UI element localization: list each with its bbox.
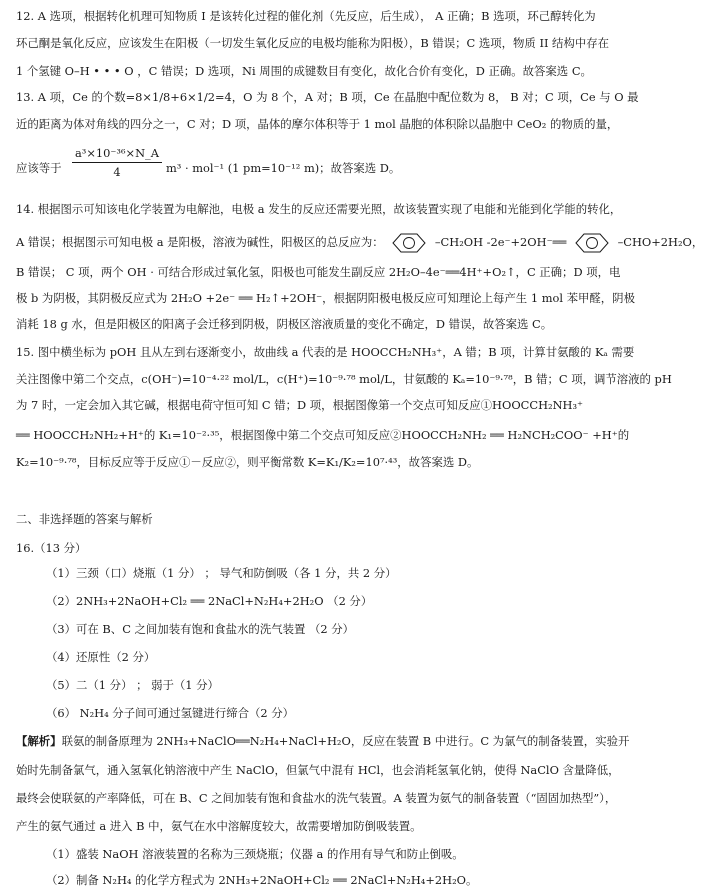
q14-line-2-text: A 错误；根据图示可知电极 a 是阳极，溶液为碱性，阳极区的总反应为： bbox=[16, 235, 384, 249]
analysis-text: 联氨的制备原理为 2NH₃+NaClO══N₂H₄+NaCl+H₂O，反应在装置 B 中进行。C 为氯气的制备装置，实验开 bbox=[61, 734, 630, 748]
q13-line-2: 近的距离为体对角线的四分之一，C 对；D 项，晶体的摩尔体积等于 1 mol 晶胞的体积除以晶胞中 CeO₂ 的物质的量， bbox=[16, 117, 619, 131]
benzene-ring-icon bbox=[387, 232, 431, 254]
q15-line-2: 关注图像中第二个交点，c(OH⁻)=10⁻⁴·²² mol/L，c(H⁺)=10⁻⁹·⁷⁸ mol/L，甘氨酸的 Kₐ=10⁻⁹·⁷⁸，B 错；C 项，调节溶液的 pH bbox=[16, 372, 672, 386]
q12-line-2: 环己酮是氧化反应，应该发生在阳极（一切发生氧化反应的电极均能称为阳极），B 错误；C 选项，物质 II 结构中存在 bbox=[16, 36, 610, 50]
section-title: 二、非选择题的答案与解析 bbox=[16, 512, 153, 526]
q16-answer-3: （3）可在 B、C 之间加装有饱和食盐水的洗气装置 （2 分） bbox=[46, 622, 355, 636]
analysis-label: 【解析】 bbox=[16, 734, 62, 748]
q16-answer-4: （4）还原性（2 分） bbox=[46, 650, 156, 664]
q13-line-3-suffix: m³ · mol⁻¹ (1 pm=10⁻¹² m)；故答案选 D。 bbox=[166, 161, 401, 175]
q14-line-4: 极 b 为阴极，其阴极反应式为 2H₂O +2e⁻ ══ H₂↑+2OH⁻，根据阴阳极电极反应可知理论上每产生 1 mol 苯甲醛，阴极 bbox=[16, 291, 635, 305]
q12-line-1: 12. A 选项，根据转化机理可知物质 I 是该转化过程的催化剂（先反应，后生成）， A 正确；B 选项，环己醇转化为 bbox=[16, 9, 596, 23]
anode-product-text: –CHO+2H₂O， bbox=[617, 235, 703, 249]
anode-reaction-text: –CH₂OH -2e⁻+2OH⁻══ bbox=[434, 235, 567, 249]
q16-answer-2: （2）2NH₃+2NaOH+Cl₂ ══ 2NaCl+N₂H₄+2H₂O （2 分） bbox=[46, 594, 373, 608]
q15-line-3: 为 7 时，一定会加入其它碱，根据电荷守恒可知 C 错；D 项，根据图像第一个交点可知反应①HOOCCH₂NH₃⁺ bbox=[16, 398, 584, 412]
analysis-line-2: 始时先制备氯气，通入氢氧化钠溶液中产生 NaClO，但氯气中混有 HCl，也会消耗氢氧化钠，使得 NaClO 含量降低， bbox=[16, 763, 620, 777]
molar-volume-fraction bbox=[72, 146, 162, 179]
analysis-line-3: 最终会使联氨的产率降低，可在 B、C 之间加装有饱和食盐水的洗气装置。A 装置为氨气的制备装置（“固固加热型”）， bbox=[16, 791, 617, 805]
q16-heading: 16.（13 分） bbox=[16, 541, 87, 555]
q15-line-5: K₂=10⁻⁹·⁷⁸，目标反应等于反应①－反应②，则平衡常数 K=K₁/K₂=10⁷·⁴³，故答案选 D。 bbox=[16, 455, 479, 469]
q13-line-3-prefix: 应该等于 bbox=[16, 161, 62, 175]
q16-answer-5: （5）二（1 分） ； 弱于（1 分） bbox=[46, 678, 219, 692]
q15-line-1: 15. 图中横坐标为 pOH 且从左到右逐渐变小，故曲线 a 代表的是 HOOCCH₂NH₃⁺，A 错；B 项，计算甘氨酸的 Kₐ 需要 bbox=[16, 345, 635, 359]
benzene-ring-icon bbox=[570, 232, 614, 254]
q16-answer-6: （6） N₂H₄ 分子间可通过氢键进行缔合（2 分） bbox=[46, 706, 295, 720]
q14-line-1: 14. 根据图示可知该电化学装置为电解池，电极 a 发生的反应还需要光照，故该装置实现了电能和光能到化学能的转化， bbox=[16, 202, 622, 216]
q12-line-3: 1 个氢键 O–H • • • O ，C 错误；D 选项，Ni 周围的成键数目有变化，故化合价有变化，D 正确。故答案选 C。 bbox=[16, 64, 592, 78]
fraction-numerator: a³×10⁻³⁶×N_A bbox=[75, 146, 159, 160]
fraction-denominator: 4 bbox=[113, 165, 121, 179]
q14-line-3: B 错误； C 项，两个 OH · 可结合形成过氧化氢，阳极也可能发生副反应 2H₂O–4e⁻══4H⁺+O₂↑，C 正确；D 项，电 bbox=[16, 265, 621, 279]
analysis-line-1 bbox=[16, 734, 678, 748]
q14-line-2 bbox=[16, 232, 703, 254]
analysis-line-4: 产生的氨气通过 a 进入 B 中，氨气在水中溶解度较大，故需要增加防倒吸装置。 bbox=[16, 819, 422, 833]
analysis-line-6: （2）制备 N₂H₄ 的化学方程式为 2NH₃+2NaOH+Cl₂ ══ 2NaCl+N₂H₄+2H₂O。 bbox=[46, 873, 478, 887]
q13-line-1: 13. A 项，Ce 的个数=8×1/8+6×1/2=4，O 为 8 个，A 对；B 项，Ce 在晶胞中配位数为 8， B 对；C 项，Ce 与 O 最 bbox=[16, 90, 639, 104]
q14-line-5: 消耗 18 g 水，但是阳极区的阳离子会迁移到阴极，阴极区溶液质量的变化不确定，D 错误，故答案选 C。 bbox=[16, 317, 553, 331]
q16-answer-1: （1）三颈（口）烧瓶（1 分） ； 导气和防倒吸（各 1 分，共 2 分） bbox=[46, 566, 397, 580]
q15-line-4: ══ HOOCCH₂NH₂+H⁺的 K₁=10⁻²·³⁵，根据图像中第二个交点可知反应②HOOCCH₂NH₂ ══ H₂NCH₂COO⁻ +H⁺的 bbox=[16, 428, 630, 442]
analysis-line-5: （1）盛装 NaOH 溶液装置的名称为三颈烧瓶；仪器 a 的作用有导气和防止倒吸。 bbox=[46, 847, 464, 861]
